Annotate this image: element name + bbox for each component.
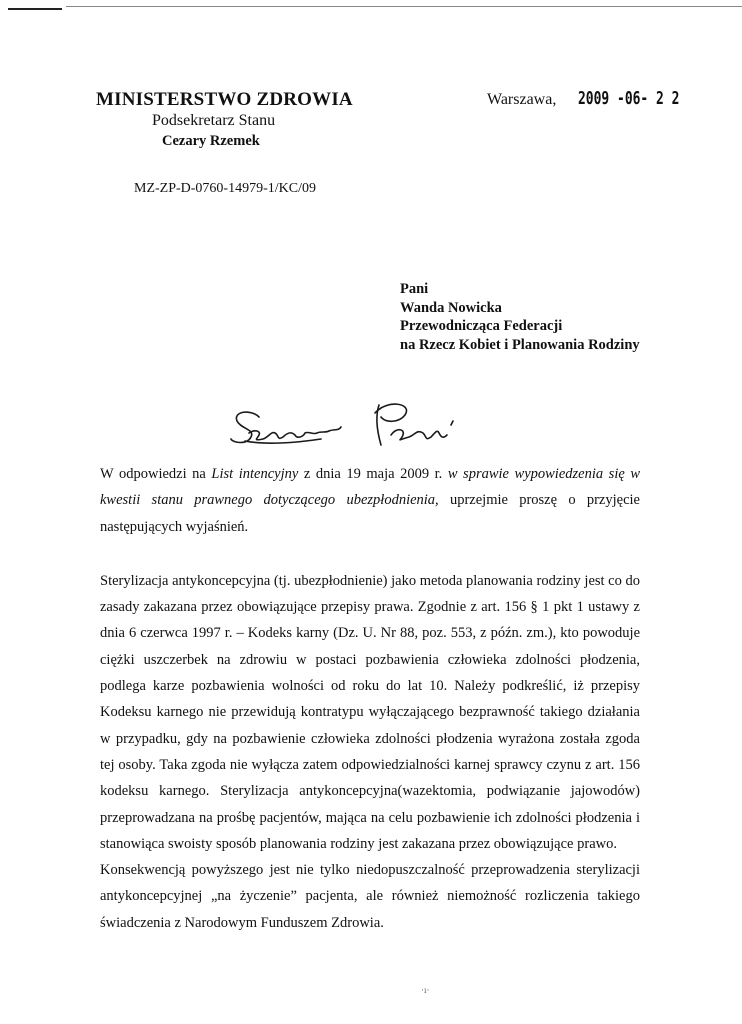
letter-body [100,461,640,936]
text-run: z dnia 19 maja 2009 r. [298,466,448,482]
recipient-line: Wanda Nowicka [400,299,502,316]
scan-edge-mark [8,8,62,10]
paragraph-intro [100,461,640,540]
scan-speck: ·ı· [421,985,430,995]
office-title: Podsekretarz Stanu [152,112,276,129]
recipient-line: na Rzecz Kobiet i Planowania Rodziny [400,336,640,353]
recipient-line: Pani [400,281,429,297]
reference-number: MZ-ZP-D-0760-14979-1/KC/09 [134,181,316,196]
text-run: uprzejmie proszę o przyjęcie następujących wyjaśnień. [100,492,640,535]
scan-edge-line [66,6,742,7]
paragraph-consequence: Konsekwencją powyższego jest nie tylko niedopuszczalność przeprowadzenia sterylizacji antykoncepcyjnej „na życzenie” pacjenta, ale również niemożność rozliczenia takiego świadczenia z Narodowym Funduszem Zdrowia. [100,862,640,931]
date-stamp: 2009 -06- 2 2 [578,88,680,109]
recipient-block [400,280,640,354]
place: Warszawa, [487,91,557,108]
handwritten-salutation [225,395,485,455]
text-run-italic: w sprawie wypowiedzenia się w kwestii stanu prawnego dotyczącego ubezpłodnienia, [100,466,640,509]
recipient-line: Przewodnicząca Federacji [400,318,563,334]
text-run: W odpowiedzi na [100,466,212,482]
ministry-name: MINISTERSTWO ZDROWIA [96,89,353,110]
paragraph-legal: Sterylizacja antykoncepcyjna (tj. ubezpłodnienie) jako metoda planowania rodziny jest co do zasady zakazana przez obowiązujące przepisy prawa. Zgodnie z art. 156 § 1 pkt 1 ustawy z dnia 6 czerwca 1997 r. – Kodeks karny (Dz. U. Nr 88, poz. 553, z późn. zm.), kto powoduje ciężki uszczerbek na zdrowiu w postaci pozbawienia człowieka zdolności płodzenia, podlega karze pozbawienia wolności od roku do lat 10. Należy podkreślić, iż przepisy Kodeksu karnego nie przewidują kontratypu wyłączającego bezprawność takiego działania w przypadku, gdy na pozbawienie człowieka zdolności płodzenia wyrażona została zgoda tej osoby. Taka zgoda nie wyłącza zatem odpowiedzialności karnej sprawcy czynu z art. 156 kodeksu karnego. Sterylizacja antykoncepcyjna(wazektomia, podwiązanie jajowodów) przeprowadzana na prośbę pacjentów, mająca na celu pozbawienie ich zdolności płodzenia i stanowiąca swoisty sposób planowania rodziny jest zakazana przez obowiązujące prawo. [100,572,640,852]
text-run-italic: List intencyjny [211,466,299,482]
sender-name: Cezary Rzemek [162,133,260,149]
